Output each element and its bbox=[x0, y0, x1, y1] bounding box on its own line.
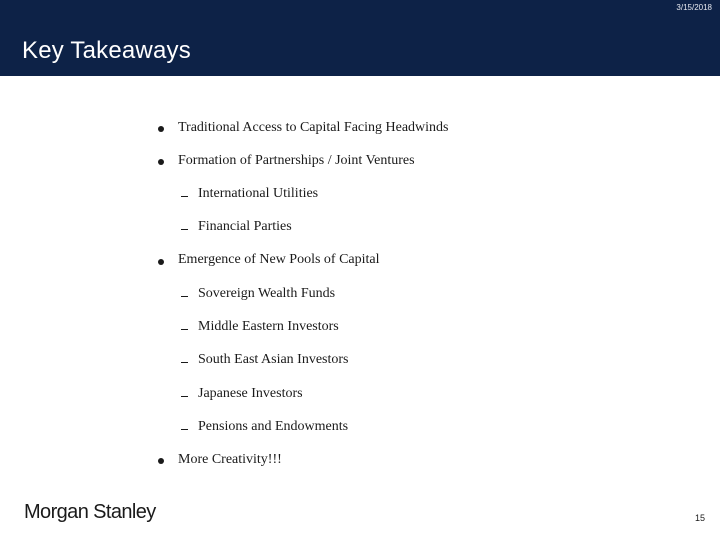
bullet-icon bbox=[158, 259, 164, 265]
date-label: 3/15/2018 bbox=[676, 3, 712, 12]
dash-icon bbox=[181, 296, 188, 297]
dash-icon bbox=[181, 429, 188, 430]
sub-item: Middle Eastern Investors bbox=[198, 319, 339, 334]
page-number: 15 bbox=[694, 513, 705, 523]
page-title: Key Takeaways bbox=[22, 37, 191, 64]
dash-icon bbox=[181, 229, 188, 230]
bullet-item-2: Formation of Partnerships / Joint Ventures bbox=[178, 153, 415, 168]
dash-icon bbox=[181, 396, 188, 397]
sub-item: Pensions and Endowments bbox=[198, 419, 349, 434]
bullet-item-4: More Creativity!!! bbox=[178, 452, 282, 467]
bullet-item-3: Emergence of New Pools of Capital bbox=[178, 252, 380, 267]
sub-item: South East Asian Investors bbox=[198, 352, 349, 367]
bullet-icon bbox=[158, 126, 164, 132]
bullet-icon bbox=[158, 159, 164, 165]
sub-item: Financial Parties bbox=[198, 219, 292, 234]
sub-item: Sovereign Wealth Funds bbox=[198, 286, 336, 301]
company-logo: Morgan Stanley bbox=[24, 501, 156, 523]
bullet-icon bbox=[158, 458, 164, 464]
bullet-item-1: Traditional Access to Capital Facing Headwinds bbox=[178, 120, 449, 135]
sub-item: Japanese Investors bbox=[198, 386, 303, 401]
dash-icon bbox=[181, 329, 188, 330]
dash-icon bbox=[181, 196, 188, 197]
sub-item: International Utilities bbox=[198, 186, 319, 201]
dash-icon bbox=[181, 362, 188, 363]
